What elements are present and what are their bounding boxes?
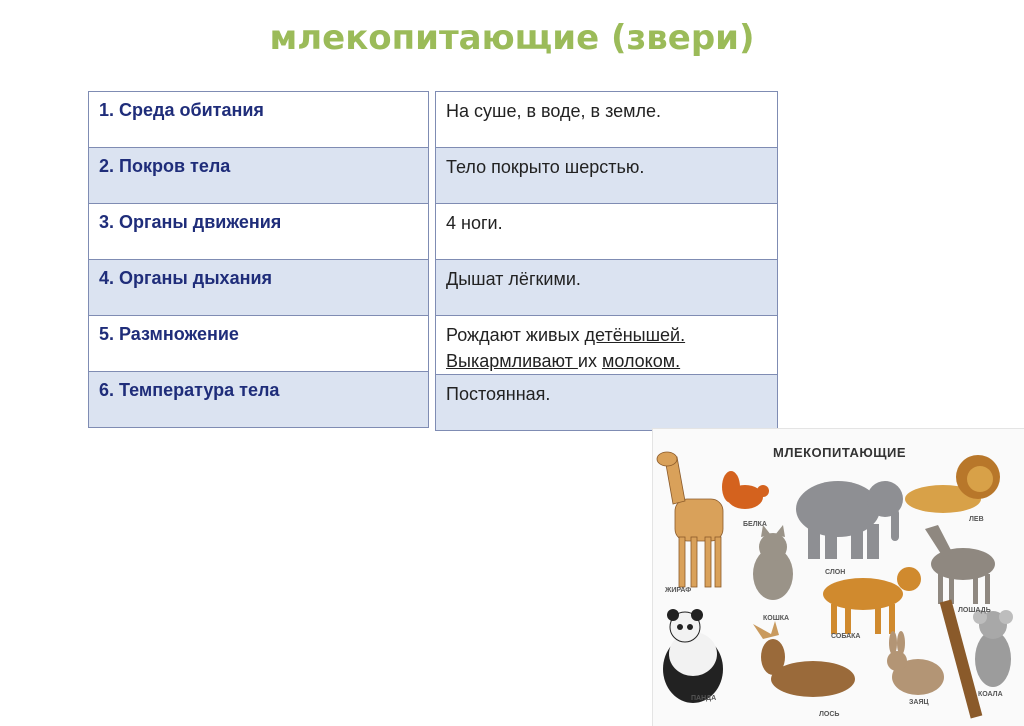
animal-label: ЛОШАДЬ [958,607,991,614]
table-row [89,148,429,204]
table-row [89,372,429,428]
giraffe-image [657,452,723,587]
table-row [436,92,778,148]
table-row [89,316,429,372]
animal-label: ЖИРАФ [665,587,692,594]
value-text: их [577,351,602,371]
table-row [89,260,429,316]
animal-label: ЗАЯЦ [909,699,929,706]
animal-label: БЕЛКА [743,521,767,528]
trait-label: 4. Органы дыхания [89,260,429,316]
table-row [89,92,429,148]
table-row [436,316,778,375]
koala-image [940,599,1013,718]
animal-label: СЛОН [825,569,846,576]
poster-title: МЛЕКОПИТАЮЩИЕ [773,445,907,460]
elephant-image [796,481,903,559]
trait-value: Дышат лёгкими. [436,260,778,316]
mammals-poster [652,428,1024,726]
animal-label: КОАЛА [978,691,1003,698]
value-text: молоком. [601,351,681,371]
table-row [89,204,429,260]
trait-value: На суше, в воде, в земле. [436,92,778,148]
table-row [436,260,778,316]
trait-value: Постоянная. [436,375,778,431]
animal-label: СОБАКА [831,633,861,640]
table-row [436,148,778,204]
value-text: Выкармливают [446,351,578,371]
trait-label: 6. Температура тела [89,372,429,428]
trait-value [436,316,778,375]
squirrel-image [722,471,769,509]
trait-label: 5. Размножение [89,316,429,372]
dog-image [823,567,921,634]
value-text: Рождают живых [446,325,585,345]
animal-label: ЛЕВ [969,516,984,523]
trait-value: 4 ноги. [436,204,778,260]
value-text: детёнышей. [584,325,686,345]
table-row [436,375,778,431]
trait-label: 2. Покров тела [89,148,429,204]
animal-label: ЛОСЬ [819,711,840,718]
values-table [435,91,778,431]
traits-table [88,91,429,428]
animal-label: КОШКА [763,615,790,622]
page-title: млекопитающие (звери) [269,18,755,58]
horse-image [925,525,995,604]
trait-label: 3. Органы движения [89,204,429,260]
cat-image [753,525,793,600]
trait-label: 1. Среда обитания [89,92,429,148]
trait-value: Тело покрыто шерстью. [436,148,778,204]
table-row [436,204,778,260]
animal-label: ПАНДА [691,695,717,702]
rabbit-image [887,631,944,695]
panda-image [663,609,723,703]
lion-image [905,455,1000,513]
animal-illustrations [653,429,1024,726]
